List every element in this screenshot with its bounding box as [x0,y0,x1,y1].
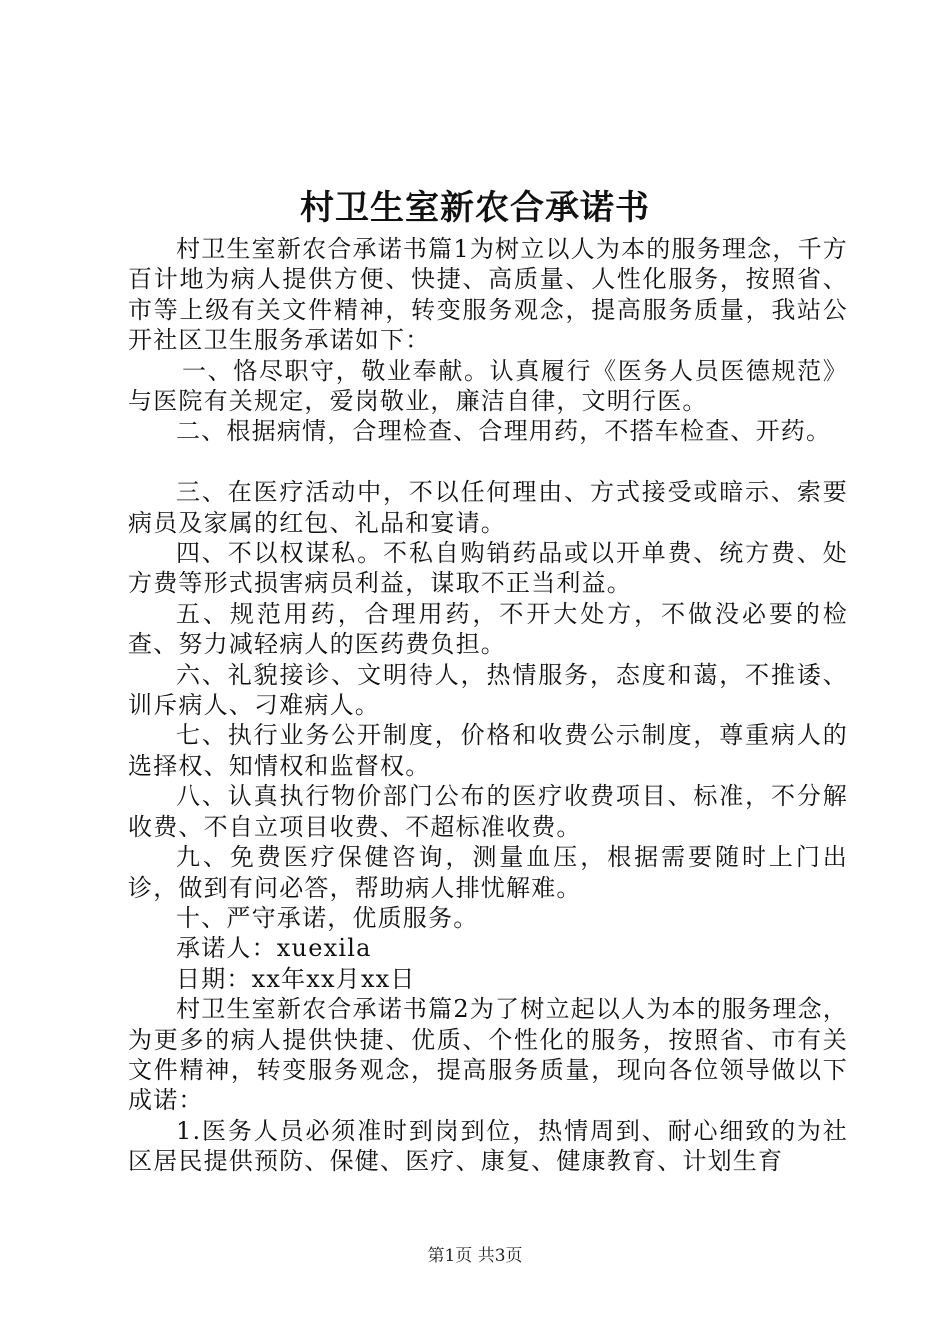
paragraph-item-8: 八、认真执行物价部门公布的医疗收费项目、标准，不分解收费、不自立项目收费、不超标准收费。 [128,782,848,841]
page-number-footer: 第1页 共3页 [427,1246,523,1266]
paragraph-item-4: 四、不以权谋私。不私自购销药品或以开单费、统方费、处方费等形式损害病员利益，谋取不正当利益。 [128,539,848,598]
paragraph-item-7: 七、执行业务公开制度，价格和收费公示制度，尊重病人的选择权、知情权和监督权。 [128,721,848,780]
paragraph-item-6: 六、礼貌接诊、文明待人，热情服务，态度和蔼，不推诿、训斥病人、刁难病人。 [128,660,848,720]
blank-line [128,447,848,477]
paragraph-item-1: 一、恪尽职守，敬业奉献。认真履行《医务人员医德规范》与医院有关规定，爱岗敬业，廉洁自律，文明行医。 [128,356,848,416]
paragraph-intro-2: 村卫生室新农合承诺书篇2为了树立起以人为本的服务理念，为更多的病人提供快捷、优质、个性化的服务，按照省、市有关文件精神，转变服务观念，提高服务质量，现向各位领导做以下成诺： [128,995,848,1115]
paragraph-item-3: 三、在医疗活动中，不以任何理由、方式接受或暗示、索要病员及家属的红包、礼品和宴请。 [128,478,848,537]
paragraph-point-1: 1.医务人员必须准时到岗到位，热情周到、耐心细致的为社区居民提供预防、保健、医疗、康复、健康教育、计划生育 [128,1116,848,1176]
signatory-line: 承诺人：xuexila [176,934,372,963]
paragraph-item-2: 二、根据病情，合理检查、合理用药，不搭车检查、开药。 [176,417,832,446]
document-body [128,234,848,1177]
paragraph-item-10: 十、严守承诺，优质服务。 [176,903,479,932]
paragraph-intro-1: 村卫生室新农合承诺书篇1为树立以人为本的服务理念，千方百计地为病人提供方便、快捷、高质量、人性化服务，按照省、市等上级有关文件精神，转变服务观念，提高服务质量，我站公开社区卫生服务承诺如下： [128,235,848,355]
date-line: 日期：xx年xx月xx日 [176,964,416,993]
document-title: 村卫生室新农合承诺书 [300,188,650,228]
paragraph-item-5: 五、规范用药，合理用药，不开大处方，不做没必要的检查、努力减轻病人的医药费负担。 [128,599,848,659]
paragraph-item-9: 九、免费医疗保健咨询，测量血压，根据需要随时上门出诊，做到有问必答，帮助病人排忧解难。 [128,843,848,902]
